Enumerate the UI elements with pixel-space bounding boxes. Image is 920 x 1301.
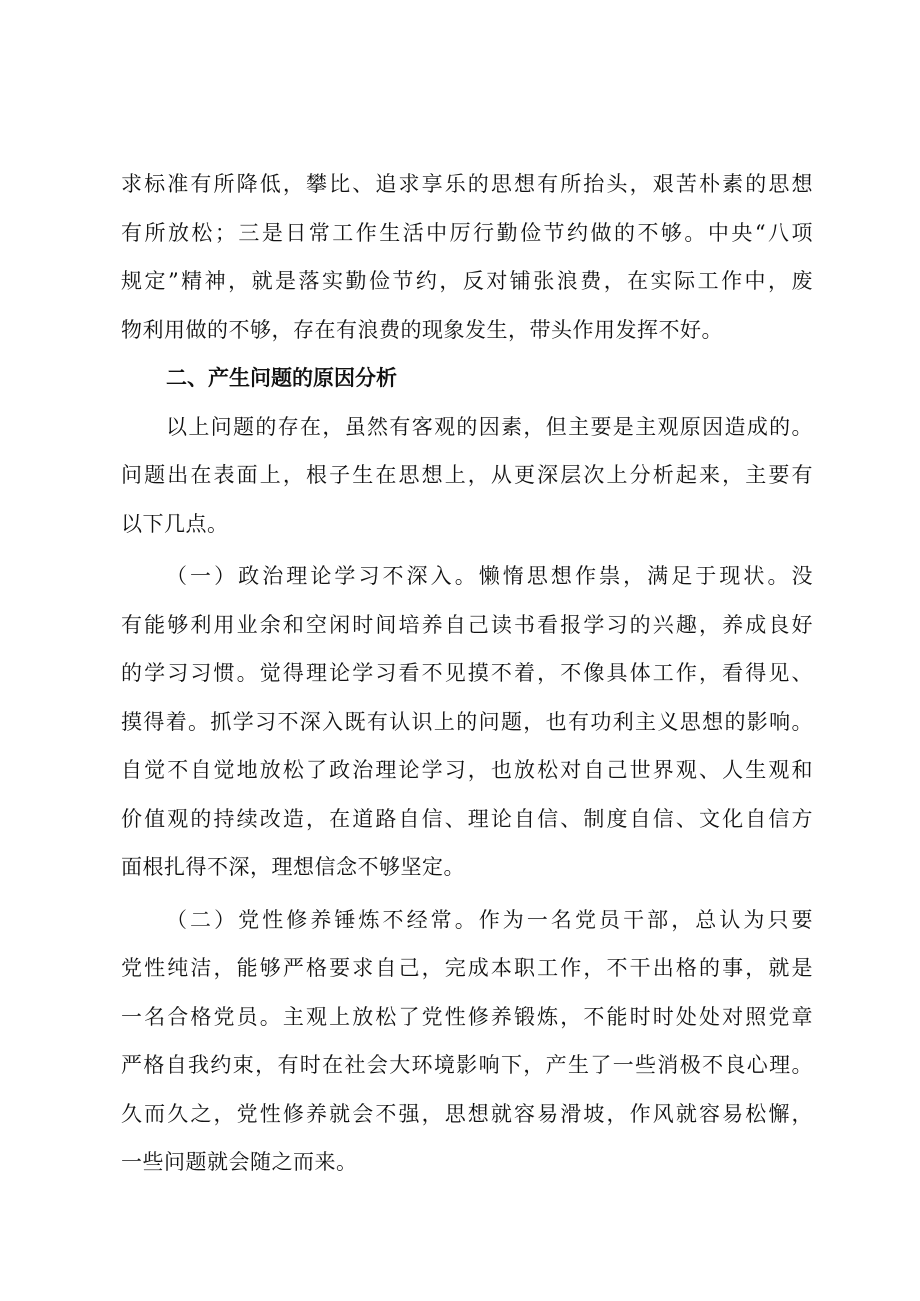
- paragraph-continuation: [121, 160, 813, 354]
- text-line: 严格自我约束，有时在社会大环境影响下，产生了一些消极不良心理。: [121, 1053, 813, 1077]
- text-line: 价值观的持续改造，在道路自信、理论自信、制度自信、文化自信方: [121, 806, 813, 831]
- text-line: 久而久之，党性修养就会不强，思想就容易滑坡，作风就容易松懈，: [121, 1101, 813, 1126]
- text-line: 有所放松；三是日常工作生活中厉行勤俭节约做的不够。中央“八项: [121, 220, 813, 245]
- section-heading: 二、产生问题的原因分析: [166, 366, 397, 390]
- text-line: （一）政治理论学习不深入。懒惰思想作祟，满足于现状。没: [166, 564, 813, 588]
- text-line: 求标准有所降低，攀比、追求享乐的思想有所抬头，艰苦朴素的思想: [121, 172, 813, 196]
- text-line: 摸得着。抓学习不深入既有认识上的问题，也有功利主义思想的影响。: [121, 709, 813, 734]
- text-line: 有能够利用业余和空闲时间培养自己读书看报学习的兴趣，养成良好: [121, 612, 813, 637]
- text-line: （二）党性修养锤炼不经常。作为一名党员干部，总认为只要: [166, 907, 813, 932]
- text-line: 规定”精神，就是落实勤俭节约，反对铺张浪费，在实际工作中，废: [121, 269, 813, 293]
- text-line: 以上问题的存在，虽然有客观的因素，但主要是主观原因造成的。: [166, 414, 813, 439]
- text-line: 物利用做的不够，存在有浪费的现象发生，带头作用发挥不好。: [121, 317, 723, 342]
- text-line: 一名合格党员。主观上放松了党性修养锻炼，不能时时处处对照党章: [121, 1004, 813, 1029]
- text-line: 党性纯洁，能够严格要求自己，完成本职工作，不干出格的事，就是: [121, 956, 813, 980]
- text-line: 面根扎得不深，理想信念不够坚定。: [121, 855, 465, 879]
- paragraph-point-2: [121, 896, 813, 1187]
- text-line: 一些问题就会随之而来。: [121, 1150, 358, 1174]
- document-body: [121, 160, 813, 1187]
- text-line: 以下几点。: [121, 511, 229, 536]
- paragraph-point-1: [121, 552, 813, 892]
- paragraph-intro: [121, 403, 813, 549]
- text-line: 问题出在表面上，根子生在思想上，从更深层次上分析起来，主要有: [121, 463, 813, 487]
- text-line: 的学习习惯。觉得理论学习看不见摸不着，不像具体工作，看得见、: [121, 661, 813, 685]
- text-line: 自觉不自觉地放松了政治理论学习，也放松对自己世界观、人生观和: [121, 758, 813, 782]
